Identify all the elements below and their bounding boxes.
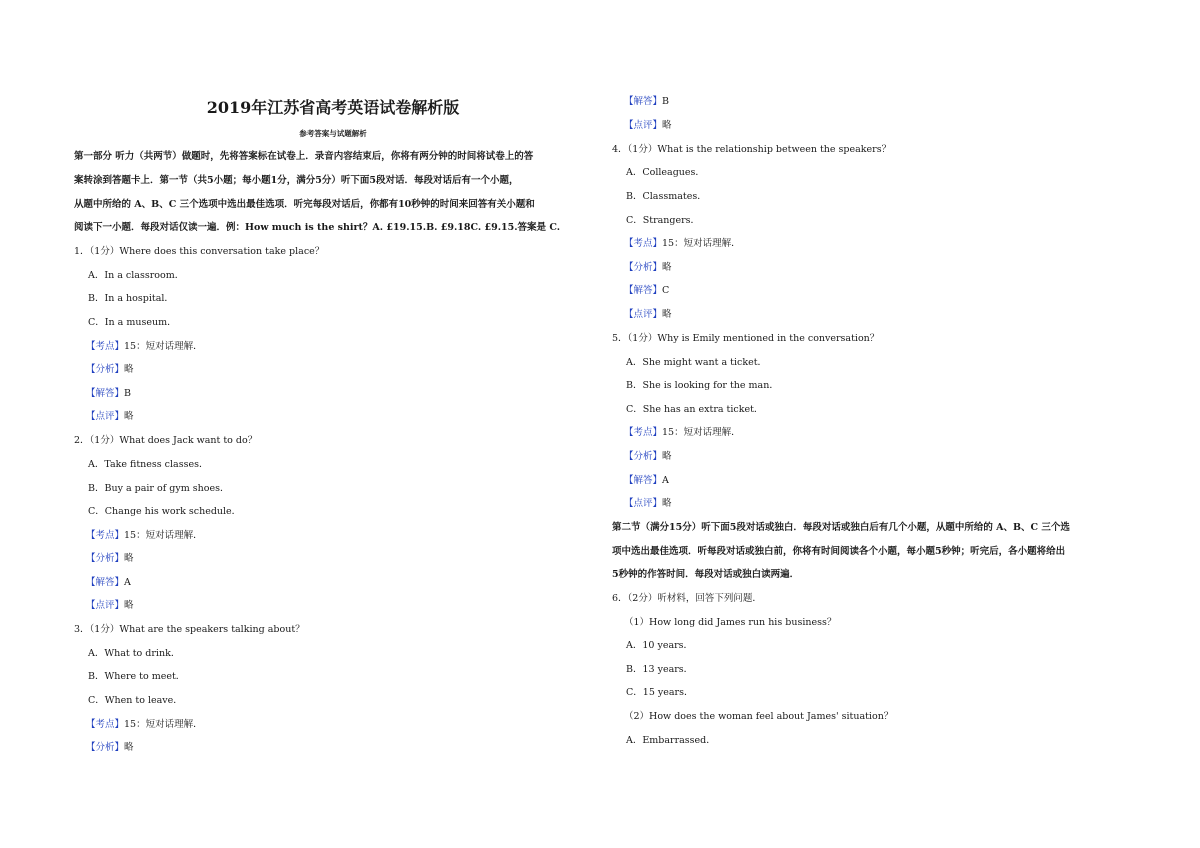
part1-line-3: 从题中所给的 A、B、C 三个选项中选出最佳选项．听完每段对话后，你都有10秒钟的时间来回答有关小题和 <box>74 199 535 210</box>
dianping-label: 【点评】 <box>86 600 125 611</box>
dianping-value: 略 <box>662 498 672 509</box>
dianping-value: 略 <box>662 309 672 320</box>
kaodian-row <box>624 237 741 251</box>
fenxi-value: 略 <box>662 451 672 462</box>
fenxi-value: 略 <box>124 364 134 375</box>
option-c: C．In a museum． <box>88 317 177 328</box>
dianping-value: 略 <box>124 600 134 611</box>
fenxi-value: 略 <box>662 262 672 273</box>
option-a: A．Take fitness classes． <box>88 459 209 470</box>
dianping-row <box>624 308 672 322</box>
jieda-value: B <box>124 388 131 399</box>
document-title: 2019年江苏省高考英语试卷解析版 <box>206 98 460 117</box>
question-stem: 4．（1分）What is the relationship between the speakers？ <box>612 144 892 155</box>
option-b: B．Classmates． <box>626 191 707 202</box>
part2-line-1: 第二节（满分15分）听下面5段对话或独白．每段对话或独白后有几个小题，从题中所给的 A、B、C 三个选 <box>612 522 1070 533</box>
dianping-label: 【点评】 <box>624 120 663 131</box>
fenxi-row <box>86 363 134 377</box>
fenxi-row <box>624 261 672 275</box>
part2-line-3: 5秒钟的作答时间．每段对话或独白读两遍． <box>612 569 800 580</box>
jieda-value: A <box>662 475 669 486</box>
option-b: B．Buy a pair of gym shoes． <box>88 483 230 494</box>
option-c: C．15 years． <box>626 687 694 698</box>
jieda-value: B <box>662 96 669 107</box>
dianping-row <box>624 497 672 511</box>
dianping-row <box>624 119 672 133</box>
dianping-label: 【点评】 <box>624 498 663 509</box>
jieda-label: 【解答】 <box>624 96 663 107</box>
fenxi-row <box>86 552 134 566</box>
option-a: A．In a classroom． <box>88 270 185 281</box>
fenxi-row <box>624 450 672 464</box>
option-a: A．Colleagues． <box>626 167 705 178</box>
question-stem: 5．（1分）Why is Emily mentioned in the conversation？ <box>612 333 880 344</box>
kaodian-row <box>86 340 203 354</box>
document-subtitle: 参考答案与试题解析 <box>299 129 367 138</box>
question-stem: 1．（1分）Where does this conversation take place？ <box>74 246 325 257</box>
kaodian-value: 15：短对话理解． <box>124 530 203 541</box>
dianping-value: 略 <box>662 120 672 131</box>
jieda-value: A <box>124 577 131 588</box>
option-b: B．13 years． <box>626 664 694 675</box>
option-a: A．What to drink． <box>88 648 181 659</box>
fenxi-label: 【分析】 <box>86 364 125 375</box>
kaodian-value: 15：短对话理解． <box>124 341 203 352</box>
option-b: B．She is looking for the man． <box>626 380 779 391</box>
option-a: A．She might want a ticket． <box>626 357 768 368</box>
fenxi-label: 【分析】 <box>86 742 125 753</box>
option-b: B．In a hospital． <box>88 293 174 304</box>
option-b: B．Where to meet． <box>88 671 186 682</box>
part2-line-2: 项中选出最佳选项．听每段对话或独白前，你将有时间阅读各个小题，每小题5秒钟；听完后，各小题将给出 <box>612 546 1066 557</box>
jieda-row <box>624 95 669 109</box>
jieda-label: 【解答】 <box>624 475 663 486</box>
fenxi-label: 【分析】 <box>624 451 663 462</box>
fenxi-row <box>86 741 134 755</box>
dianping-row <box>86 599 134 613</box>
part1-line-4: 阅读下一小题．每段对话仅读一遍．例：How much is the shirt？A. £19.15.B. £9.18C. £9.15.答案是 C. <box>74 222 561 233</box>
part1-line-1: 第一部分 听力（共两节）做题时，先将答案标在试卷上．录音内容结束后，你将有两分钟的时间将试卷上的答 <box>74 151 534 162</box>
question-stem: 2．（1分）What does Jack want to do？ <box>74 435 258 446</box>
option-c: C．She has an extra ticket． <box>626 404 764 415</box>
part1-line-2: 案转涂到答题卡上．第一节（共5小题；每小题1分，满分5分）听下面5段对话．每段对话后有一个小题， <box>74 175 519 186</box>
jieda-row <box>86 576 131 590</box>
jieda-row <box>624 284 669 298</box>
dianping-value: 略 <box>124 411 134 422</box>
jieda-value: C <box>662 285 670 296</box>
sub-question-2: （2）How does the woman feel about James' situation？ <box>624 711 894 722</box>
option-a: A．10 years． <box>626 640 694 651</box>
fenxi-label: 【分析】 <box>86 553 125 564</box>
kaodian-label: 【考点】 <box>624 427 663 438</box>
dianping-row <box>86 410 134 424</box>
kaodian-row <box>86 718 203 732</box>
kaodian-label: 【考点】 <box>86 719 125 730</box>
option-c: C．When to leave． <box>88 695 183 706</box>
jieda-row <box>624 474 669 488</box>
question-stem: 3．（1分）What are the speakers talking about？ <box>74 624 305 635</box>
kaodian-value: 15：短对话理解． <box>124 719 203 730</box>
option-c: C．Change his work schedule． <box>88 506 242 517</box>
kaodian-label: 【考点】 <box>86 341 125 352</box>
dianping-label: 【点评】 <box>86 411 125 422</box>
dianping-label: 【点评】 <box>624 309 663 320</box>
kaodian-row <box>624 426 741 440</box>
fenxi-value: 略 <box>124 553 134 564</box>
sub-question-1: （1）How long did James run his business？ <box>624 617 837 628</box>
question-stem: 6．（2分）听材料，回答下列问题． <box>612 593 762 604</box>
fenxi-value: 略 <box>124 742 134 753</box>
kaodian-value: 15：短对话理解． <box>662 238 741 249</box>
fenxi-label: 【分析】 <box>624 262 663 273</box>
jieda-row <box>86 387 131 401</box>
kaodian-value: 15：短对话理解． <box>662 427 741 438</box>
jieda-label: 【解答】 <box>86 388 125 399</box>
kaodian-label: 【考点】 <box>624 238 663 249</box>
kaodian-row <box>86 529 203 543</box>
jieda-label: 【解答】 <box>86 577 125 588</box>
kaodian-label: 【考点】 <box>86 530 125 541</box>
option-a: A．Embarrassed． <box>626 735 716 746</box>
jieda-label: 【解答】 <box>624 285 663 296</box>
option-c: C．Strangers． <box>626 215 701 226</box>
